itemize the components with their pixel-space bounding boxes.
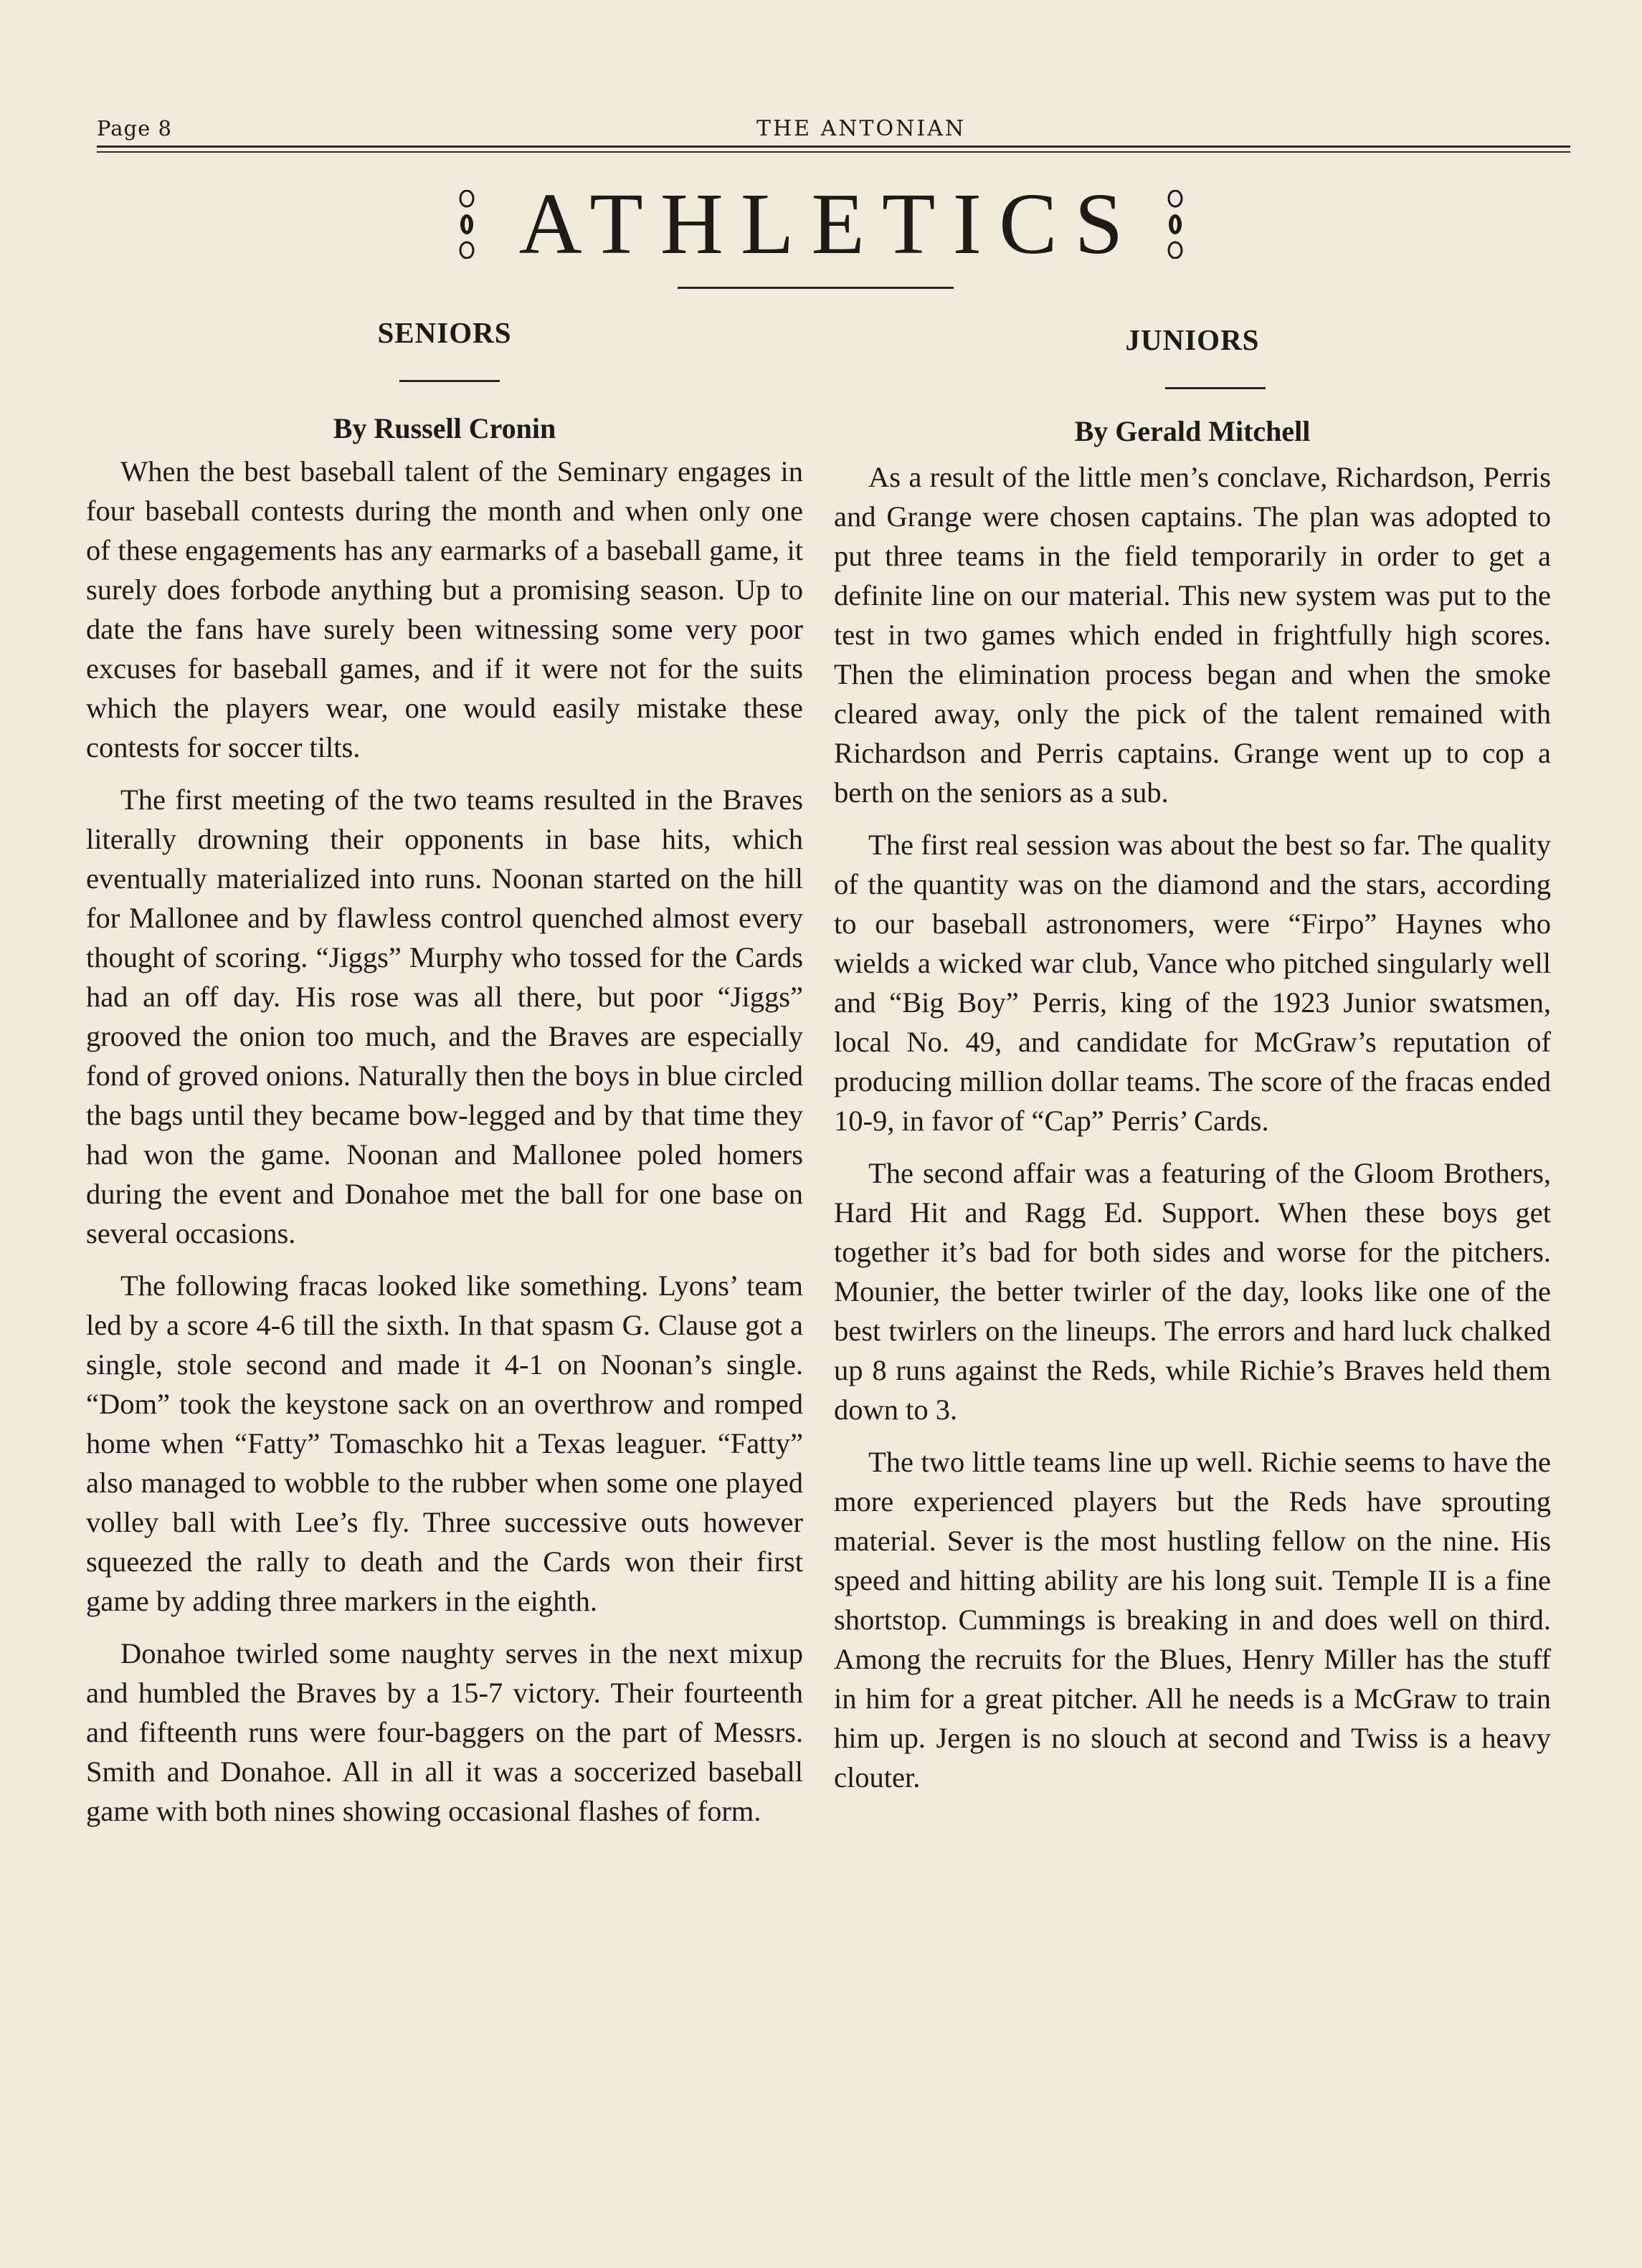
journal-name: THE ANTONIAN <box>756 116 967 141</box>
heading-rule <box>1165 387 1266 389</box>
running-header <box>97 116 1570 145</box>
article-body <box>834 457 1551 1810</box>
header-rule <box>97 146 1570 148</box>
paragraph: The first meeting of the two teams resulted in the Braves literally drowning their opponents in base hits, which eventually materialized into runs. Noonan started on the hill for Mallonee and by flawless control quenched almost every thought of scoring. “Jiggs” Murphy who tossed for the Cards had an off day. His rose was all there, but poor “Jiggs” grooved the onion too much, and the Braves are especially fond of groved onions. Naturally then the boys in blue circled the bags until they became bow-legged and by that time they had won the game. Noonan and Mallonee poled homers during the event and Donahoe met the ball for one base on several occasions. <box>86 783 803 1249</box>
paragraph: When the best baseball talent of the Seminary engages in four baseball contests during the month and when only one of these engagements has any earmarks of a baseball game, it surely does forbode anything but a promising season. Up to date the fans have surely been witnessing some very poor excuses for baseball games, and if it were not for the suits which the players wear, one would easily mistake these contests for soccer tilts. <box>86 455 803 763</box>
heading-rule <box>399 380 500 382</box>
paragraph: The two little teams line up well. Richie seems to have the more experienced players but the Reds have sprouting material. Sever is the most hustling fellow on the nine. His speed and hitting ability are his long suit. Temple II is a fine shortstop. Cummings is breaking in and does well on third. Among the recruits for the Blues, Henry Miller has the stuff in him for a great pitcher. All he needs is a McGraw to train him up. Jergen is no slouch at second and Twiss is a heavy clouter. <box>834 1446 1551 1793</box>
right-ornament-icon <box>1167 190 1183 259</box>
column-heading: SENIORS <box>377 316 512 349</box>
byline: By Russell Cronin <box>333 412 556 444</box>
header-rule-secondary <box>97 151 1570 153</box>
paragraph: The following fracas looked like something. Lyons’ team led by a score 4-6 till the sixth. In that spasm G. Clause got a single, stole second and made it 4-1 on Noonan’s single. “Dom” took the keystone sack on an overthrow and romped home when “Fatty” Tomaschko hit a Texas leaguer. “Fatty” also managed to wobble to the rubber when some one played volley ball with Lee’s fly. Three successive outs however squeezed the rally to death and the Cards won their first game by adding three markers in the eighth. <box>86 1269 803 1617</box>
column-heading: JUNIORS <box>1125 323 1260 356</box>
title-rule <box>678 287 954 289</box>
article-body <box>86 452 803 1844</box>
byline: By Gerald Mitchell <box>1074 415 1311 447</box>
paragraph: Donahoe twirled some naughty serves in the next mixup and humbled the Braves by a 15-7 victory. Their fourteenth and fifteenth runs were four-baggers on the part of Messrs. Smith and Donahoe. All in all it was a soccerized baseball game with both nines showing occasional flashes of form. <box>86 1637 803 1827</box>
section-title: ATHLETICS <box>518 176 1141 272</box>
paragraph: The first real session was about the best so far. The quality of the quantity was on the diamond and the stars, according to our baseball astronomers, were “Firpo” Haynes who wields a wicked war club, Vance who pitched singularly well and “Big Boy” Perris, king of the 1923 Junior swatsmen, local No. 49, and candidate for McGraw’s reputation of producing million dollar teams. The score of the fracas ended 10-9, in favor of “Cap” Perris’ Cards. <box>834 829 1551 1137</box>
section-title-banner <box>0 178 1642 271</box>
left-ornament-icon <box>459 190 475 259</box>
paragraph: As a result of the little men’s conclave, Richardson, Perris and Grange were chosen captains. The plan was adopted to put three teams in the field temporarily in order to get a definite line on our material. This new system was put to the test in two games which ended in frightfully high scores. Then the elimination process began and when the smoke cleared away, only the pick of the talent remained with Richardson and Perris captains. Grange went up to cop a berth on the seniors as a sub. <box>834 461 1551 809</box>
paragraph: The second affair was a featuring of the Gloom Brothers, Hard Hit and Ragg Ed. Support. When these boys get together it’s bad for both sides and worse for the pitchers. Mounier, the better twirler of the day, looks like one of the best twirlers on the lineups. The errors and hard luck chalked up 8 runs against the Reds, while Richie’s Braves held them down to 3. <box>834 1157 1551 1426</box>
page-number: Page 8 <box>97 116 172 140</box>
